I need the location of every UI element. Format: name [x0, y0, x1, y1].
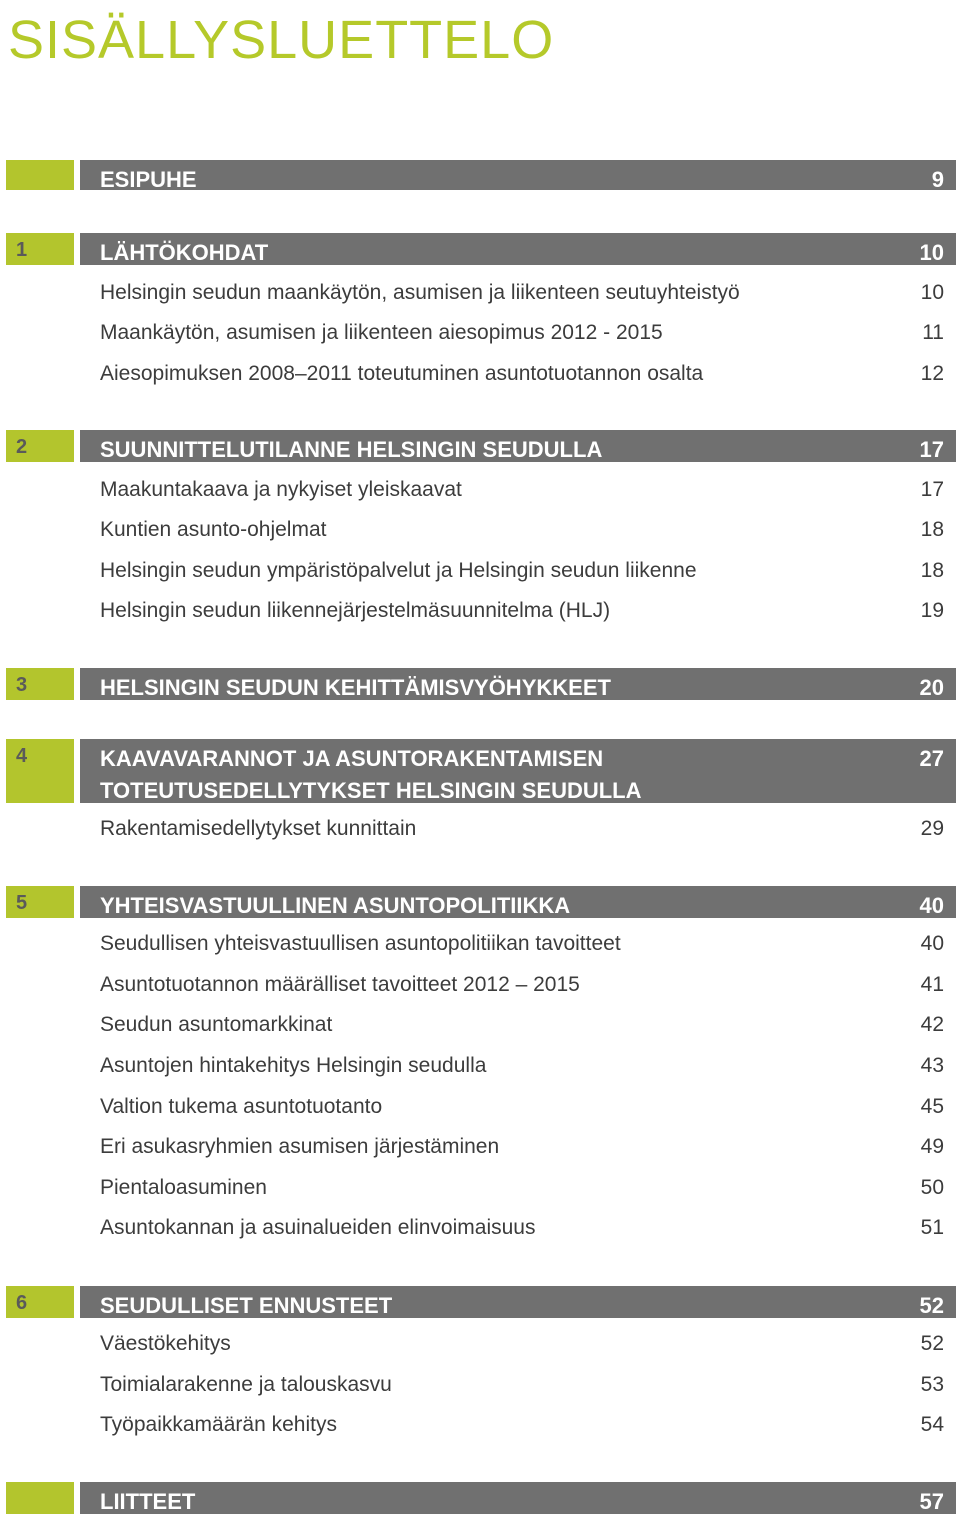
toc-item[interactable]: [100, 317, 944, 349]
toc-item-title: Maakuntakaava ja nykyiset yleiskaavat: [100, 478, 462, 501]
section-header-4[interactable]: [0, 739, 960, 803]
section-title: LIITTEET: [100, 1489, 196, 1514]
section-title: ESIPUHE: [100, 167, 197, 192]
toc-item-page: 11: [922, 321, 944, 344]
section-header-3[interactable]: [0, 668, 960, 700]
toc-item-page: 53: [920, 1373, 944, 1396]
toc-item[interactable]: [100, 555, 944, 587]
section-page: 17: [919, 437, 944, 462]
section-number: [6, 160, 74, 190]
toc-item-title: Pientaloasuminen: [100, 1176, 267, 1199]
section-bar: [80, 1482, 956, 1514]
section-page: 10: [919, 240, 944, 265]
section-page: 52: [919, 1293, 944, 1318]
toc-item-title: Helsingin seudun ympäristöpalvelut ja Helsingin seudun liikenne: [100, 559, 697, 582]
section-bar: [80, 886, 956, 918]
toc-item-page: 12: [920, 362, 944, 385]
toc-item-page: 51: [920, 1216, 944, 1239]
toc-item-title: Asuntokannan ja asuinalueiden elinvoimaisuus: [100, 1216, 536, 1239]
toc-item[interactable]: [100, 595, 944, 627]
section-page: 57: [919, 1489, 944, 1514]
toc-item[interactable]: [100, 1369, 944, 1401]
section-page: 27: [919, 746, 944, 771]
toc-item-title: Toimialarakenne ja talouskasvu: [100, 1373, 392, 1396]
section-bar: [80, 233, 956, 265]
section-header-liitteet[interactable]: [0, 1482, 960, 1514]
section-number: 6: [6, 1286, 74, 1318]
toc-item-title: Helsingin seudun liikennejärjestelmäsuunnitelma (HLJ): [100, 599, 611, 622]
section-title: SUUNNITTELUTILANNE HELSINGIN SEUDULLA: [100, 437, 603, 462]
section-number: 2: [6, 430, 74, 462]
toc-item-title: Työpaikkamäärän kehitys: [100, 1413, 337, 1436]
section-header-2[interactable]: [0, 430, 960, 462]
toc-item-title: Valtion tukema asuntotuotanto: [100, 1095, 383, 1118]
toc-item-title: Seudullisen yhteisvastuullisen asuntopolitiikan tavoitteet: [100, 932, 621, 955]
section-number: 1: [6, 233, 74, 265]
section-header-esipuhe[interactable]: [0, 160, 960, 190]
section-bar: [80, 739, 956, 803]
toc-item[interactable]: [100, 1050, 944, 1082]
section-header-5[interactable]: [0, 886, 960, 918]
toc-item[interactable]: [100, 474, 944, 506]
toc-item[interactable]: [100, 277, 944, 309]
section-bar: [80, 1286, 956, 1318]
section-title: YHTEISVASTUULLINEN ASUNTOPOLITIIKKA: [100, 893, 571, 918]
section-title: SEUDULLISET ENNUSTEET: [100, 1293, 393, 1318]
section-title: LÄHTÖKOHDAT: [100, 240, 269, 265]
toc-item[interactable]: [100, 1172, 944, 1204]
toc-item-page: 41: [920, 973, 944, 996]
toc-item-page: 10: [920, 281, 944, 304]
toc-item-page: 43: [920, 1054, 944, 1077]
section-number: 3: [6, 668, 74, 700]
toc-item-page: 52: [920, 1332, 944, 1355]
section-bar: [80, 430, 956, 462]
toc-item[interactable]: [100, 1212, 944, 1244]
section-number: 4: [6, 739, 74, 803]
toc-item-page: 19: [920, 599, 944, 622]
toc-item[interactable]: [100, 1328, 944, 1360]
toc-item-title: Eri asukasryhmien asumisen järjestäminen: [100, 1135, 500, 1158]
toc-item[interactable]: [100, 928, 944, 960]
section-page: 40: [919, 893, 944, 918]
toc-item[interactable]: [100, 514, 944, 546]
toc-item-page: 18: [920, 518, 944, 541]
toc-item[interactable]: [100, 1131, 944, 1163]
page-title: SISÄLLYSLUETTELO: [8, 10, 555, 70]
toc-item-page: 42: [920, 1013, 944, 1036]
toc-item-title: Seudun asuntomarkkinat: [100, 1013, 333, 1036]
toc-item-page: 49: [920, 1135, 944, 1158]
toc-item[interactable]: [100, 1009, 944, 1041]
toc-item-page: 45: [920, 1095, 944, 1118]
section-header-1[interactable]: [0, 233, 960, 265]
toc-item[interactable]: [100, 969, 944, 1001]
section-title: HELSINGIN SEUDUN KEHITTÄMISVYÖHYKKEET: [100, 675, 611, 700]
section-header-6[interactable]: [0, 1286, 960, 1318]
toc-item-title: Kuntien asunto-ohjelmat: [100, 518, 327, 541]
section-number: 5: [6, 886, 74, 918]
toc-item-page: 50: [920, 1176, 944, 1199]
toc-item-page: 29: [920, 817, 944, 840]
section-bar: [80, 160, 956, 190]
toc-item-title: Väestökehitys: [100, 1332, 231, 1355]
toc-item[interactable]: [100, 813, 944, 845]
toc-item-title: Aiesopimuksen 2008–2011 toteutuminen asuntotuotannon osalta: [100, 362, 704, 385]
section-number: [6, 1482, 74, 1514]
toc-item-page: 18: [920, 559, 944, 582]
toc-item-title: Rakentamisedellytykset kunnittain: [100, 817, 417, 840]
section-bar: [80, 668, 956, 700]
section-page: 9: [931, 167, 944, 192]
toc-item[interactable]: [100, 1409, 944, 1441]
toc-item-title: Asuntotuotannon määrälliset tavoitteet 2012 – 2015: [100, 973, 580, 996]
toc-item-page: 17: [920, 478, 944, 501]
toc-item-page: 40: [920, 932, 944, 955]
toc-item[interactable]: [100, 1091, 944, 1123]
toc-item-page: 54: [920, 1413, 944, 1436]
toc-item-title: Maankäytön, asumisen ja liikenteen aiesopimus 2012 - 2015: [100, 321, 663, 344]
section-title: KAAVAVARANNOT JA ASUNTORAKENTAMISEN TOTEUTUSEDELLYTYKSET HELSINGIN SEUDULLA: [100, 746, 642, 803]
toc-item-title: Helsingin seudun maankäytön, asumisen ja liikenteen seutuyhteistyö: [100, 281, 740, 304]
toc-item[interactable]: [100, 358, 944, 390]
section-page: 20: [919, 675, 944, 700]
toc-item-title: Asuntojen hintakehitys Helsingin seudulla: [100, 1054, 487, 1077]
